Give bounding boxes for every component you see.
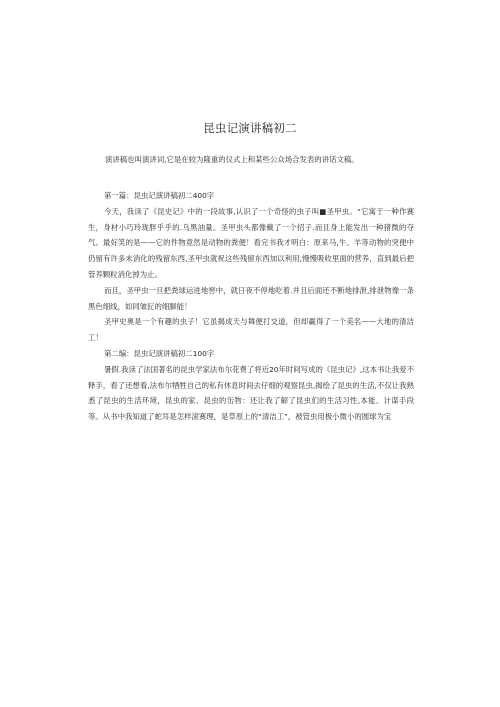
document-title: 昆虫记演讲稿初二: [203, 121, 297, 135]
document-body: [88, 188, 414, 425]
section-heading-2: 第二编：昆虫记演讲稿初二100字: [104, 348, 215, 358]
body-paragraph: 暑假.我读了法国著名的昆虫学家法布尔花费了将近20年时间写成的《昆虫记》,这本书让我爱不释手，看了还想看,法布尔牺牲自己的私有休息时间去仔细的观察昆虫,揭绘了昆虫的生活,不仅让我熟悉了昆虫的生活环境，昆虫的家、昆虫的缶物：还让我了解了昆虫们的生活习性,本能、计谋手段等。从书中我知道了蛇耳是怎样滚赛理，是草原上的“清洁工”，被管虫用极小微小的圆球为宝: [88, 364, 414, 422]
body-paragraph: 今天，我读了《昆史记》中的一段故事,认识了一个奇怪的虫子叫■圣甲虫。“它寓于一种作赛生，身材小巧玲珑胖乎乎的.乌黑油量。圣甲虫头都像戴了一个招子.而且身上能发出一种猪微的夺气。最好笑的是——它的件物竟然是动物的粪便！看完书我才明白：原来马,牛、羊等动物的突便中仍留有许多未消化的残留东西,圣甲虫就祝这些残留东西加以利用,慢慢吸收里面的营养，直到最后把管养颗粒消化掉为止。: [88, 206, 414, 279]
section-heading-1: 第一篇：昆虫记演讲稿初二400字: [104, 191, 215, 200]
body-paragraph: 圣甲史奥是一个有趣的虫子！它虽揭成天与舞便打交道，但却赢得了一个美名——大地的清洁工！: [88, 317, 414, 343]
body-paragraph: 而且，圣甲虫一旦把粪球运进地窖中，就日夜不停地吃着.并且后面还不断地排泄,排泄物像一条黑色细线，如同皱匠的细脚能！: [88, 285, 414, 311]
intro-paragraph: 演讲稿也叫演讲词,它是在较为隆重的仪式上和某些公众场合发表的讲话文稿。: [105, 155, 359, 164]
